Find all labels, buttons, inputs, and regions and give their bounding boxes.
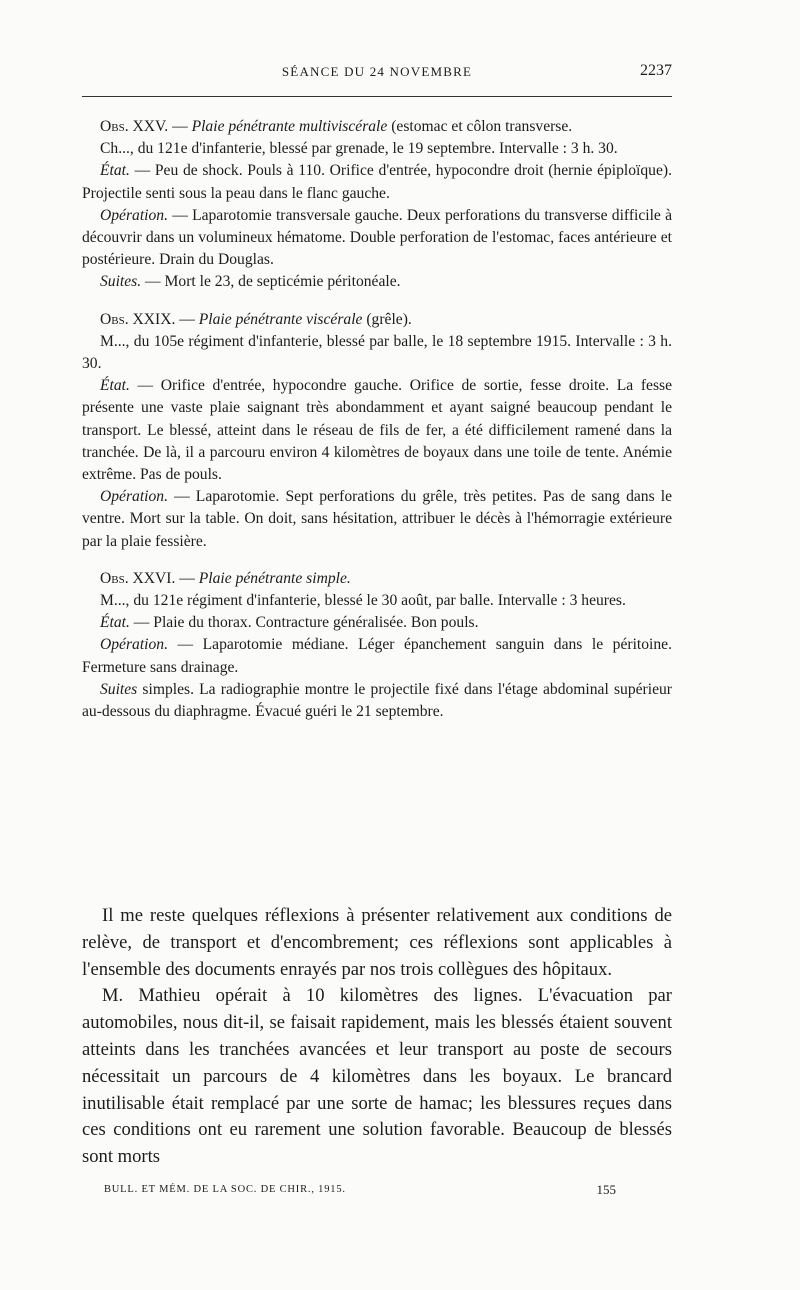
section-text: simples. La radiographie montre le projectile fixé dans l'étage abdominal supérieur au-dessous du diaphragme. Évacué guéri le 21 septembre.	[82, 680, 672, 721]
body-paragraph: M. Mathieu opérait à 10 kilomètres des lignes. L'évacuation par automobiles, nous dit-il, se faisait rapidement, mais les blessés étaient souvent atteints dans les tranchées avancées et leur transport au poste de secours nécessitait un parcours de 4 kilomètres dans les boyaux. Le brancard inutilisable était remplacé par une sorte de hamac; les blessures reçues dans ces conditions ont eu rarement une solution favorable. Beaucoup de blessés sont morts	[82, 985, 672, 1168]
obs-etat	[82, 612, 672, 634]
section-label: Opération.	[100, 488, 169, 506]
observations	[82, 116, 672, 723]
obs-heading	[82, 568, 672, 590]
section-label: Suites.	[100, 273, 142, 291]
page-number: 2237	[640, 62, 672, 79]
obs-label: Obs. XXVI. —	[100, 569, 199, 587]
obs-suites	[82, 271, 672, 293]
footer-signature: 155	[596, 1182, 616, 1197]
obs-paragraph: M..., du 105e régiment d'infanterie, blessé par balle, le 18 septembre 1915. Intervalle : 3 h. 30.	[82, 332, 672, 373]
section-label: État.	[100, 377, 130, 395]
header-rule	[82, 96, 672, 97]
section-label: État.	[100, 614, 130, 632]
main-text	[82, 903, 672, 1171]
obs-heading	[82, 309, 672, 331]
section-text: — Laparotomie transversale gauche. Deux perforations du transverse difficile à découvrir dans un volumineux hématome. Double perforation de l'estomac, faces antérieure et postérieure. Drain du Douglas.	[82, 206, 672, 269]
obs-etat	[82, 160, 672, 204]
section-text: — Plaie du thorax. Contracture généralisée. Bon pouls.	[129, 614, 479, 632]
obs-operation	[82, 205, 672, 272]
observation-xxvi	[82, 568, 672, 723]
section-text: — Mort le 23, de septicémie péritonéale.	[141, 273, 401, 291]
observation-xxv	[82, 116, 672, 294]
section-label: Opération.	[100, 206, 169, 224]
obs-title-tail: (grêle).	[362, 310, 412, 328]
obs-title-tail: (estomac et côlon transverse.	[387, 118, 573, 135]
obs-operation	[82, 486, 672, 553]
obs-title: Plaie pénétrante multiviscérale	[191, 118, 388, 135]
obs-paragraph: Ch..., du 121e d'infanterie, blessé par grenade, le 19 septembre. Intervalle : 3 h. 30.	[100, 140, 618, 158]
observation-xxix	[82, 309, 672, 553]
section-text: — Orifice d'entrée, hypocondre gauche. Orifice de sortie, fesse droite. La fesse présente une vaste plaie saignant très abondamment et ayant saigné beaucoup pendant le transport. Le blessé, atteint dans le réseau de fils de fer, a été difficilement ramené dans la tranchée. De là, il a parcouru environ 4 kilomètres de boyaux dans une toile de tente. Anémie extrême. Pas de pouls.	[82, 377, 672, 484]
obs-suites	[82, 679, 672, 723]
section-label: Opération.	[100, 636, 169, 654]
page-footer	[82, 1182, 672, 1200]
header-title: SÉANCE DU 24 NOVEMBRE	[281, 64, 473, 79]
obs-title: Plaie pénétrante viscérale	[198, 310, 363, 328]
section-label: État.	[100, 162, 130, 180]
footer-source: BULL. ET MÉM. DE LA SOC. DE CHIR., 1915.	[104, 1184, 346, 1195]
obs-label: Obs. XXV. —	[100, 118, 192, 135]
section-text: — Laparotomie. Sept perforations du grêle, très petites. Pas de sang dans le ventre. Mort sur la table. On doit, sans hésitation, attribuer le décès à l'hémorragie extérieure par la plaie fessière.	[82, 488, 672, 550]
obs-paragraph: M..., du 121e régiment d'infanterie, blessé le 30 août, par balle. Intervalle : 3 heures.	[100, 592, 626, 610]
body-paragraph: Il me reste quelques réflexions à présenter relativement aux conditions de relève, de transport et d'encombrement; ces réflexions sont applicables à l'ensemble des documents enrayés par nos trois collègues des hôpitaux.	[82, 905, 672, 980]
section-text: — Laparotomie médiane. Léger épanchement sanguin dans le péritoine. Fermeture sans drainage.	[82, 636, 672, 676]
section-label: Suites	[100, 680, 138, 698]
obs-title: Plaie pénétrante simple.	[198, 569, 351, 587]
obs-heading	[82, 116, 672, 138]
obs-label: Obs. XXIX. —	[100, 310, 199, 328]
obs-etat	[82, 375, 672, 486]
running-header	[82, 62, 672, 84]
obs-operation	[82, 634, 672, 678]
section-text: — Peu de shock. Pouls à 110. Orifice d'entrée, hypocondre droit (hernie épiploïque). Projectile senti sous la peau dans le flanc gauche.	[82, 162, 672, 202]
